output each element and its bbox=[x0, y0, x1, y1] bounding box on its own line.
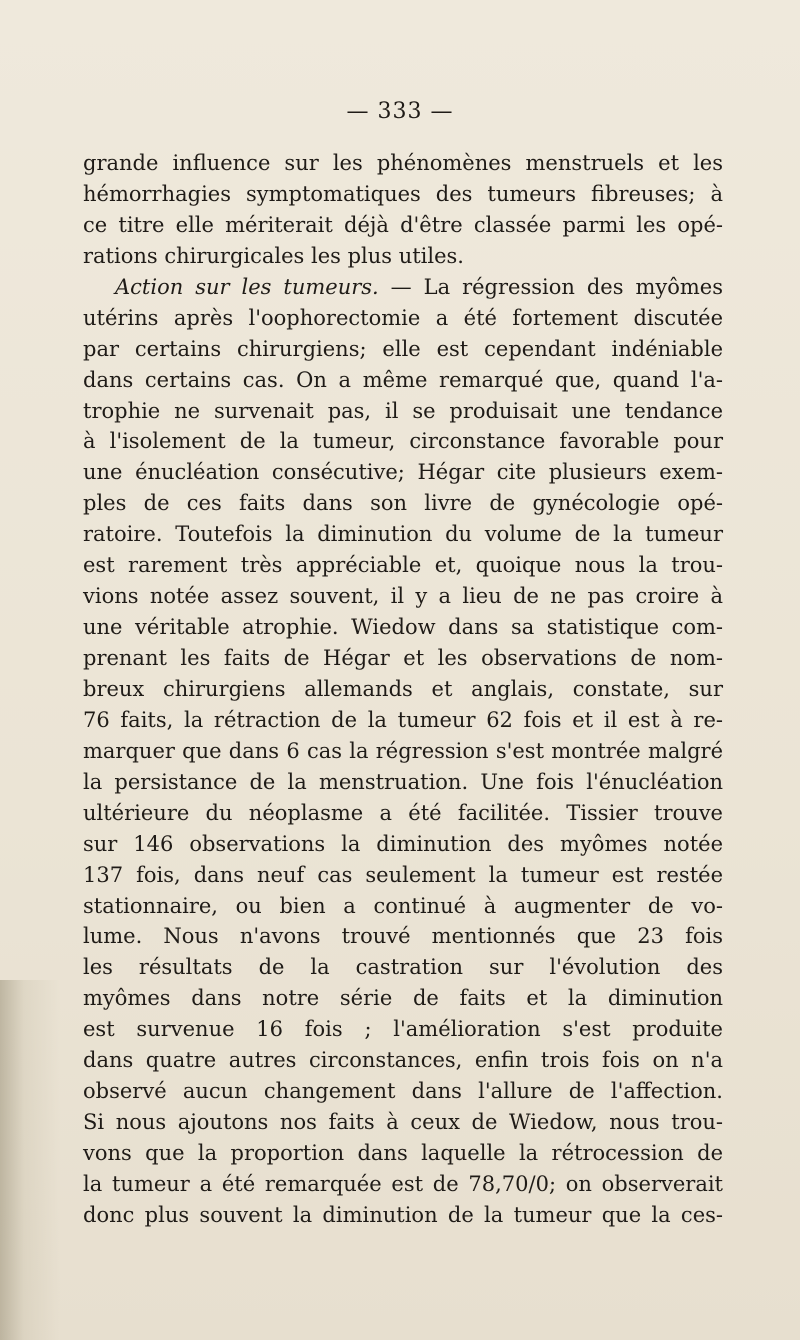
text-line-content: ultérieure du néoplasme a été facilitée. Tissier trouve bbox=[83, 800, 723, 825]
page-edge-shadow bbox=[0, 980, 60, 1340]
text-line-content: la tumeur a été remarquée est de 78,70/0; on observerait bbox=[83, 1171, 723, 1196]
text-line-content: dans quatre autres circonstances, enfin trois fois on n'a bbox=[83, 1048, 723, 1073]
text-line bbox=[83, 705, 723, 736]
text-line bbox=[83, 550, 723, 581]
text-line bbox=[83, 674, 723, 705]
section-heading-italic: Action sur les tumeurs. bbox=[115, 274, 379, 299]
text-line-content: myômes dans notre série de faits et la diminution bbox=[83, 986, 723, 1011]
text-line bbox=[83, 767, 723, 798]
text-line bbox=[83, 303, 723, 334]
text-line-content: la persistance de la menstruation. Une fois l'énucléation bbox=[83, 769, 723, 794]
text-line-content: grande influence sur les phénomènes menstruels et les bbox=[83, 151, 723, 175]
page-number: — 333 — bbox=[346, 99, 454, 124]
text-line bbox=[83, 1200, 723, 1231]
text-line bbox=[83, 1169, 723, 1200]
text-line bbox=[83, 457, 723, 488]
text-line bbox=[83, 643, 723, 674]
text-line-content: trophie ne survenait pas, il se produisait une tendance bbox=[83, 398, 723, 423]
text-line bbox=[83, 365, 723, 396]
text-line bbox=[83, 210, 723, 241]
text-line bbox=[83, 1014, 723, 1045]
text-line-content: donc plus souvent la diminution de la tumeur que la ces- bbox=[83, 1202, 723, 1227]
text-line-content: lume. Nous n'avons trouvé mentionnés que 23 fois bbox=[83, 924, 723, 949]
text-line bbox=[83, 736, 723, 767]
text-line bbox=[83, 148, 723, 179]
text-line-content: vons que la proportion dans laquelle la rétrocession de bbox=[83, 1141, 723, 1165]
text-line bbox=[83, 1045, 723, 1076]
text-line bbox=[83, 519, 723, 550]
text-line-content: par certains chirurgiens; elle est cependant indéniable bbox=[83, 336, 723, 361]
text-line-content: vions notée assez souvent, il y a lieu de ne pas croire à bbox=[83, 584, 723, 609]
text-line-content: une énucléation consécutive; Hégar cite plusieurs exem- bbox=[83, 460, 723, 485]
text-line-content: ples de ces faits dans son livre de gynécologie opé- bbox=[83, 491, 723, 516]
text-line-content: dans certains cas. On a même remarqué que, quand l'a- bbox=[83, 367, 723, 392]
text-line-content: est survenue 16 fois ; l'amélioration s'est produite bbox=[83, 1017, 723, 1042]
text-line bbox=[83, 272, 723, 303]
text-line-content: 137 fois, dans neuf cas seulement la tumeur est restée bbox=[83, 862, 723, 887]
body-text bbox=[83, 148, 723, 1231]
text-line-content: breux chirurgiens allemands et anglais, constate, sur bbox=[83, 676, 723, 701]
text-line-content: Si nous ajoutons nos faits à ceux de Wiedow, nous trou- bbox=[83, 1110, 723, 1135]
text-line-content: utérins après l'oophorectomie a été fortement discutée bbox=[83, 305, 723, 330]
text-line bbox=[83, 860, 723, 891]
text-line bbox=[83, 1138, 723, 1169]
text-line bbox=[83, 241, 723, 272]
text-line bbox=[83, 612, 723, 643]
text-line-content: sur 146 observations la diminution des myômes notée bbox=[83, 831, 723, 856]
text-line-content: ratoire. Toutefois la diminution du volume de la tumeur bbox=[83, 522, 723, 547]
text-line bbox=[83, 581, 723, 612]
text-line-content: est rarement très appréciable et, quoique nous la trou- bbox=[83, 553, 723, 578]
text-line-content: rations chirurgicales les plus utiles. bbox=[83, 243, 464, 268]
text-line-content: prenant les faits de Hégar et les observations de nom- bbox=[83, 646, 723, 670]
text-line-content: stationnaire, ou bien a continué à augmenter de vo- bbox=[83, 893, 723, 918]
text-line bbox=[83, 1076, 723, 1107]
text-line bbox=[83, 891, 723, 922]
text-line-content: à l'isolement de la tumeur, circonstance favorable pour bbox=[83, 429, 723, 454]
text-line bbox=[83, 798, 723, 829]
text-line-content: ce titre elle mériterait déjà d'être classée parmi les opé- bbox=[83, 212, 723, 237]
text-line-content: hémorrhagies symptomatiques des tumeurs fibreuses; à bbox=[83, 181, 723, 206]
text-line bbox=[83, 179, 723, 210]
text-line bbox=[83, 983, 723, 1014]
text-line-content: 76 faits, la rétraction de la tumeur 62 fois et il est à re- bbox=[83, 707, 723, 732]
text-line-content: — La régression des myômes bbox=[378, 274, 723, 299]
text-line bbox=[83, 426, 723, 457]
text-line bbox=[83, 334, 723, 365]
text-line bbox=[83, 1107, 723, 1138]
text-line bbox=[83, 952, 723, 983]
text-line-content: marquer que dans 6 cas la régression s'est montrée malgré bbox=[83, 738, 723, 763]
text-line-content: observé aucun changement dans l'allure de l'affection. bbox=[83, 1079, 723, 1104]
text-line bbox=[83, 829, 723, 860]
text-line bbox=[83, 488, 723, 519]
text-line-content: les résultats de la castration sur l'évolution des bbox=[83, 955, 723, 980]
text-line bbox=[83, 921, 723, 952]
text-line bbox=[83, 396, 723, 427]
text-line-content: une véritable atrophie. Wiedow dans sa statistique com- bbox=[83, 615, 723, 640]
